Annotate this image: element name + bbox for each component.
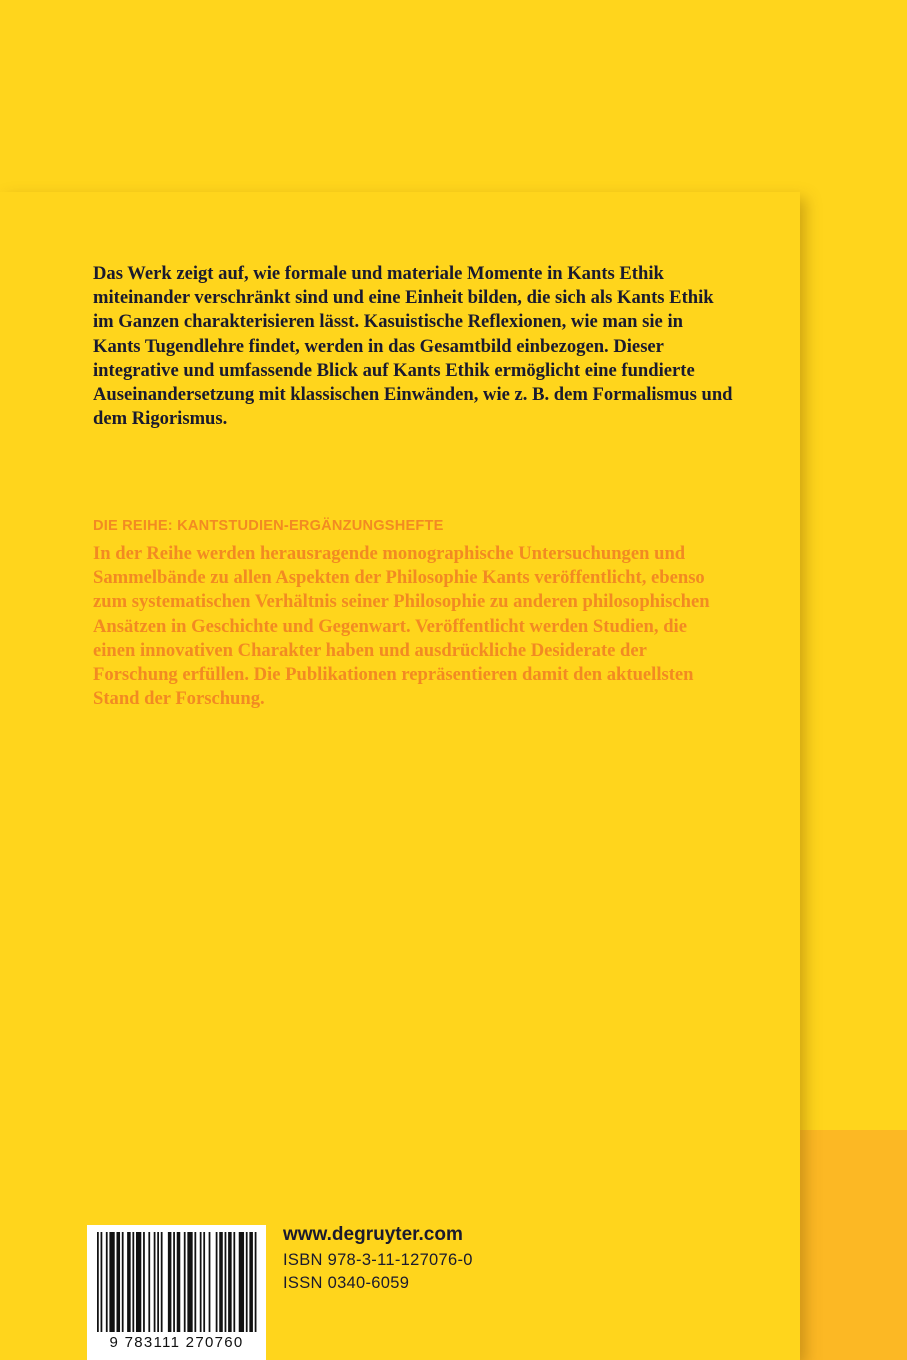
- barcode-bar: [132, 1232, 134, 1332]
- barcode-number: 9 783111 270760: [109, 1334, 244, 1351]
- barcode-bar: [173, 1232, 175, 1332]
- book-description: Das Werk zeigt auf, wie formale und materiale Momente in Kants Ethik miteinander verschränkt sind und eine Einheit bilden, die sich als Kants Ethik im Ganzen charakterisieren lässt. Kasuistische Reflexionen, wie man sie in Kants Tugendlehre findet, werden in das Gesamtbild einbezogen. Dieser integrative und umfassende Blick auf Kants Ethik ermöglicht eine fundierte Auseinandersetzung mit klassischen Einwänden, wie z. B. dem Formalismus und dem Rigorismus.: [93, 263, 733, 430]
- barcode-bar: [216, 1232, 218, 1332]
- barcode-bar: [136, 1232, 141, 1332]
- barcode-bar: [154, 1232, 156, 1332]
- barcode-bar: [109, 1232, 114, 1332]
- barcode-bar: [219, 1232, 223, 1332]
- barcode-bar: [177, 1232, 181, 1332]
- barcode-bar: [246, 1232, 248, 1332]
- barcode-bar: [255, 1232, 257, 1332]
- barcode-bar: [116, 1232, 120, 1332]
- barcode-bar: [249, 1232, 253, 1332]
- barcode-bar: [203, 1232, 205, 1332]
- barcode-bar: [233, 1232, 235, 1332]
- barcode-bar: [225, 1232, 227, 1332]
- barcode-bar: [101, 1232, 103, 1332]
- series-heading: DIE REIHE: KANTSTUDIEN-ERGÄNZUNGSHEFTE: [93, 518, 444, 534]
- barcode-bar: [97, 1232, 99, 1332]
- issn: ISSN 0340-6059: [283, 1274, 410, 1292]
- publisher-website[interactable]: www.degruyter.com: [283, 1224, 463, 1245]
- barcode-bar: [228, 1232, 232, 1332]
- barcode-bar: [239, 1232, 244, 1332]
- barcode-bar: [194, 1232, 196, 1332]
- barcode: [87, 1225, 266, 1360]
- barcode-bars: [97, 1232, 260, 1332]
- barcode-bar: [143, 1232, 145, 1332]
- barcode-bar: [168, 1232, 172, 1332]
- barcode-bar: [106, 1232, 108, 1332]
- isbn: ISBN 978-3-11-127076-0: [283, 1251, 473, 1269]
- barcode-bar: [187, 1232, 192, 1332]
- barcode-bar: [200, 1232, 202, 1332]
- barcode-bar: [127, 1232, 131, 1332]
- series-description: In der Reihe werden herausragende monographische Untersuchungen und Sammelbände zu allen Aspekten der Philosophie Kants veröffentlicht, ebenso zum systematischen Verhältnis seiner Philosophie zu anderen philosophischen Ansätzen in Geschichte und Gegenwart. Veröffentlicht werden Studien, die einen innovativen Charakter haben und ausdrückliche Desiderate der Forschung erfüllen. Die Publikationen repräsentieren damit den aktuellsten Stand der Forschung.: [93, 543, 710, 710]
- barcode-bar: [157, 1232, 159, 1332]
- barcode-bar: [184, 1232, 186, 1332]
- barcode-bar: [122, 1232, 124, 1332]
- barcode-bar: [161, 1232, 163, 1332]
- barcode-bar: [209, 1232, 211, 1332]
- barcode-bar: [148, 1232, 150, 1332]
